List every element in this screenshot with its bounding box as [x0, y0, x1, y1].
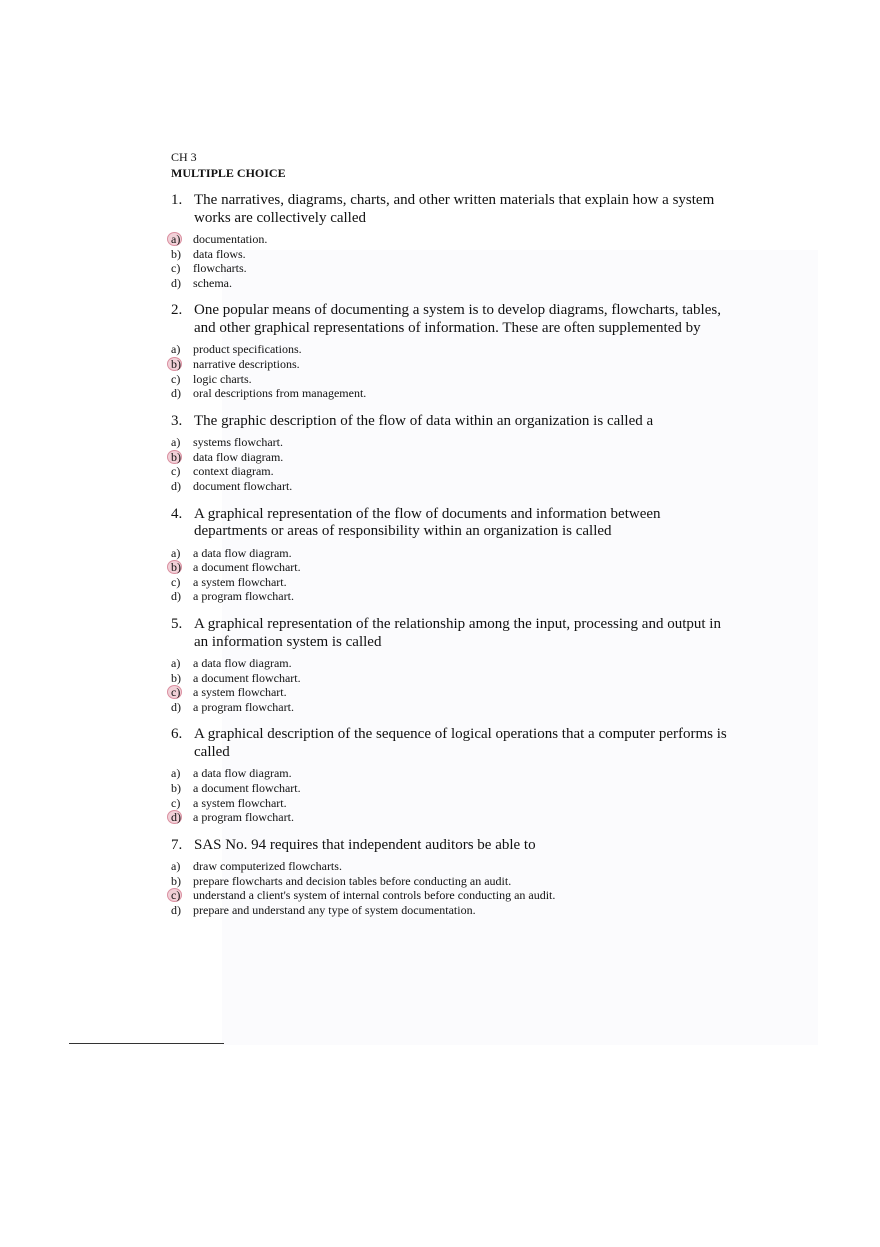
- option-letter: a): [171, 232, 181, 246]
- option-letter: c): [171, 795, 181, 810]
- option-text: data flow diagram.: [193, 449, 284, 464]
- question-4: [171, 506, 731, 604]
- option-letter: b): [171, 356, 181, 371]
- answer-option: [171, 766, 731, 781]
- answer-option: [171, 276, 731, 291]
- answer-options: [171, 342, 731, 400]
- question-6: [171, 726, 731, 824]
- option-letter: a): [171, 435, 181, 450]
- answer-option: [171, 560, 731, 575]
- option-text: a program flowchart.: [193, 699, 294, 714]
- option-text: a document flowchart.: [193, 560, 301, 575]
- question-number: 7.: [171, 836, 183, 853]
- answer-option: [171, 546, 731, 561]
- answer-option: [171, 386, 731, 401]
- option-text: prepare and understand any type of system documentation.: [193, 903, 476, 918]
- answer-option: [171, 671, 731, 686]
- answer-option: [171, 342, 731, 357]
- answer-option: [171, 589, 731, 604]
- answer-options: [171, 546, 731, 604]
- question-7: [171, 837, 731, 918]
- answer-options: [171, 859, 731, 917]
- option-letter: b): [171, 670, 181, 685]
- option-text: a data flow diagram.: [193, 766, 292, 781]
- option-text: understand a client's system of internal controls before conducting an audit.: [193, 888, 556, 903]
- option-letter: a): [171, 766, 181, 781]
- question-number: 1.: [171, 192, 183, 208]
- chapter-label: CH 3: [171, 150, 197, 164]
- answer-option: [171, 859, 731, 874]
- option-letter-cell: [171, 589, 193, 604]
- answer-option: [171, 575, 731, 590]
- question-text: The graphic description of the flow of data within an organization is called a: [194, 412, 654, 429]
- option-text: schema.: [193, 275, 232, 290]
- question-stem: [171, 413, 731, 431]
- option-text: document flowchart.: [193, 479, 293, 494]
- option-text: a program flowchart.: [193, 810, 294, 825]
- question-number: 6.: [171, 726, 183, 743]
- option-letter-cell: [171, 810, 193, 825]
- answer-option: [171, 781, 731, 796]
- answer-option: [171, 656, 731, 671]
- option-letter-cell: [171, 232, 193, 247]
- option-text: data flows.: [193, 246, 246, 261]
- question-text: A graphical description of the sequence of logical operations that a computer performs is called: [194, 726, 727, 760]
- question-text: A graphical representation of the flow of documents and information between departments or areas of responsibility within an organization is called: [194, 505, 661, 540]
- option-letter: c): [171, 261, 181, 276]
- option-letter-cell: [171, 261, 193, 276]
- option-text: a data flow diagram.: [193, 656, 292, 670]
- answer-option: [171, 888, 731, 903]
- option-letter: b): [171, 780, 181, 795]
- option-text: a system flowchart.: [193, 685, 287, 700]
- option-letter-cell: [171, 450, 193, 465]
- answer-option: [171, 464, 731, 479]
- option-text: draw computerized flowcharts.: [193, 859, 342, 874]
- answer-options: [171, 232, 731, 290]
- option-letter-cell: [171, 435, 193, 450]
- question-list: [171, 192, 731, 918]
- option-letter: d): [171, 699, 181, 714]
- question-text: One popular means of documenting a system is to develop diagrams, flowcharts, tables, and other graphical representations of information. These are often supplemented by: [194, 302, 721, 336]
- option-letter-cell: [171, 386, 193, 401]
- answer-options: [171, 656, 731, 714]
- question-stem: [171, 302, 731, 337]
- answer-option: [171, 435, 731, 450]
- option-letter-cell: [171, 671, 193, 686]
- option-letter: a): [171, 859, 181, 874]
- option-text: product specifications.: [193, 342, 302, 357]
- question-stem: [171, 837, 731, 855]
- answer-option: [171, 903, 731, 918]
- answer-options: [171, 435, 731, 493]
- option-letter: a): [171, 545, 181, 560]
- question-stem: [171, 192, 731, 227]
- answer-option: [171, 810, 731, 825]
- footnote-separator: [69, 1043, 224, 1044]
- question-text: The narratives, diagrams, charts, and other written materials that explain how a system works are collectively called: [194, 192, 715, 226]
- option-letter-cell: [171, 372, 193, 387]
- section-title: MULTIPLE CHOICE: [171, 166, 286, 180]
- option-letter-cell: [171, 560, 193, 575]
- question-number: 5.: [171, 616, 183, 632]
- option-letter: d): [171, 275, 181, 290]
- question-stem: [171, 726, 731, 761]
- document-body: [171, 150, 731, 918]
- option-letter: d): [171, 810, 181, 825]
- option-letter-cell: [171, 874, 193, 889]
- answer-option: [171, 261, 731, 276]
- option-text: a program flowchart.: [193, 589, 294, 604]
- answer-option: [171, 685, 731, 700]
- option-text: a system flowchart.: [193, 795, 287, 810]
- option-letter-cell: [171, 546, 193, 561]
- answer-option: [171, 232, 731, 247]
- option-letter-cell: [171, 464, 193, 479]
- option-letter-cell: [171, 479, 193, 494]
- option-letter-cell: [171, 685, 193, 700]
- option-letter: a): [171, 342, 181, 357]
- question-text: A graphical representation of the relationship among the input, processing and output in an information system is called: [194, 616, 721, 650]
- answer-option: [171, 479, 731, 494]
- option-letter-cell: [171, 247, 193, 262]
- answer-option: [171, 796, 731, 811]
- option-text: oral descriptions from management.: [193, 386, 367, 401]
- option-letter: c): [171, 888, 181, 903]
- option-letter-cell: [171, 796, 193, 811]
- option-letter: b): [171, 246, 181, 261]
- option-letter-cell: [171, 357, 193, 372]
- option-letter: a): [171, 656, 181, 670]
- option-letter-cell: [171, 700, 193, 715]
- answer-option: [171, 372, 731, 387]
- option-text: flowcharts.: [193, 261, 247, 276]
- answer-option: [171, 357, 731, 372]
- option-text: prepare flowcharts and decision tables before conducting an audit.: [193, 873, 512, 888]
- option-letter-cell: [171, 342, 193, 357]
- question-number: 2.: [171, 302, 183, 319]
- option-letter: c): [171, 685, 181, 700]
- question-stem: [171, 506, 731, 541]
- option-letter-cell: [171, 276, 193, 291]
- option-letter-cell: [171, 903, 193, 918]
- answer-option: [171, 700, 731, 715]
- option-text: logic charts.: [193, 371, 252, 386]
- question-1: [171, 192, 731, 290]
- option-text: context diagram.: [193, 464, 274, 479]
- question-number: 3.: [171, 412, 183, 429]
- option-letter: d): [171, 589, 181, 604]
- question-number: 4.: [171, 505, 183, 522]
- answer-option: [171, 247, 731, 262]
- answer-option: [171, 450, 731, 465]
- question-stem: [171, 616, 731, 651]
- option-letter-cell: [171, 766, 193, 781]
- option-text: documentation.: [193, 232, 268, 246]
- option-letter: b): [171, 873, 181, 888]
- option-text: a document flowchart.: [193, 780, 301, 795]
- option-letter: d): [171, 386, 181, 401]
- question-5: [171, 616, 731, 714]
- option-letter: d): [171, 903, 181, 918]
- option-letter-cell: [171, 859, 193, 874]
- option-letter: b): [171, 449, 181, 464]
- option-letter-cell: [171, 656, 193, 671]
- option-letter-cell: [171, 575, 193, 590]
- option-letter: c): [171, 371, 181, 386]
- option-letter: d): [171, 479, 181, 494]
- option-letter: c): [171, 574, 181, 589]
- option-letter: c): [171, 464, 181, 479]
- question-text: SAS No. 94 requires that independent auditors be able to: [194, 836, 536, 853]
- question-3: [171, 413, 731, 494]
- answer-option: [171, 874, 731, 889]
- option-text: a data flow diagram.: [193, 545, 292, 560]
- option-letter-cell: [171, 888, 193, 903]
- option-letter: b): [171, 560, 181, 575]
- question-2: [171, 302, 731, 400]
- option-text: a system flowchart.: [193, 574, 287, 589]
- option-text: narrative descriptions.: [193, 356, 300, 371]
- option-letter-cell: [171, 781, 193, 796]
- answer-options: [171, 766, 731, 824]
- option-text: a document flowchart.: [193, 670, 301, 685]
- option-text: systems flowchart.: [193, 435, 283, 450]
